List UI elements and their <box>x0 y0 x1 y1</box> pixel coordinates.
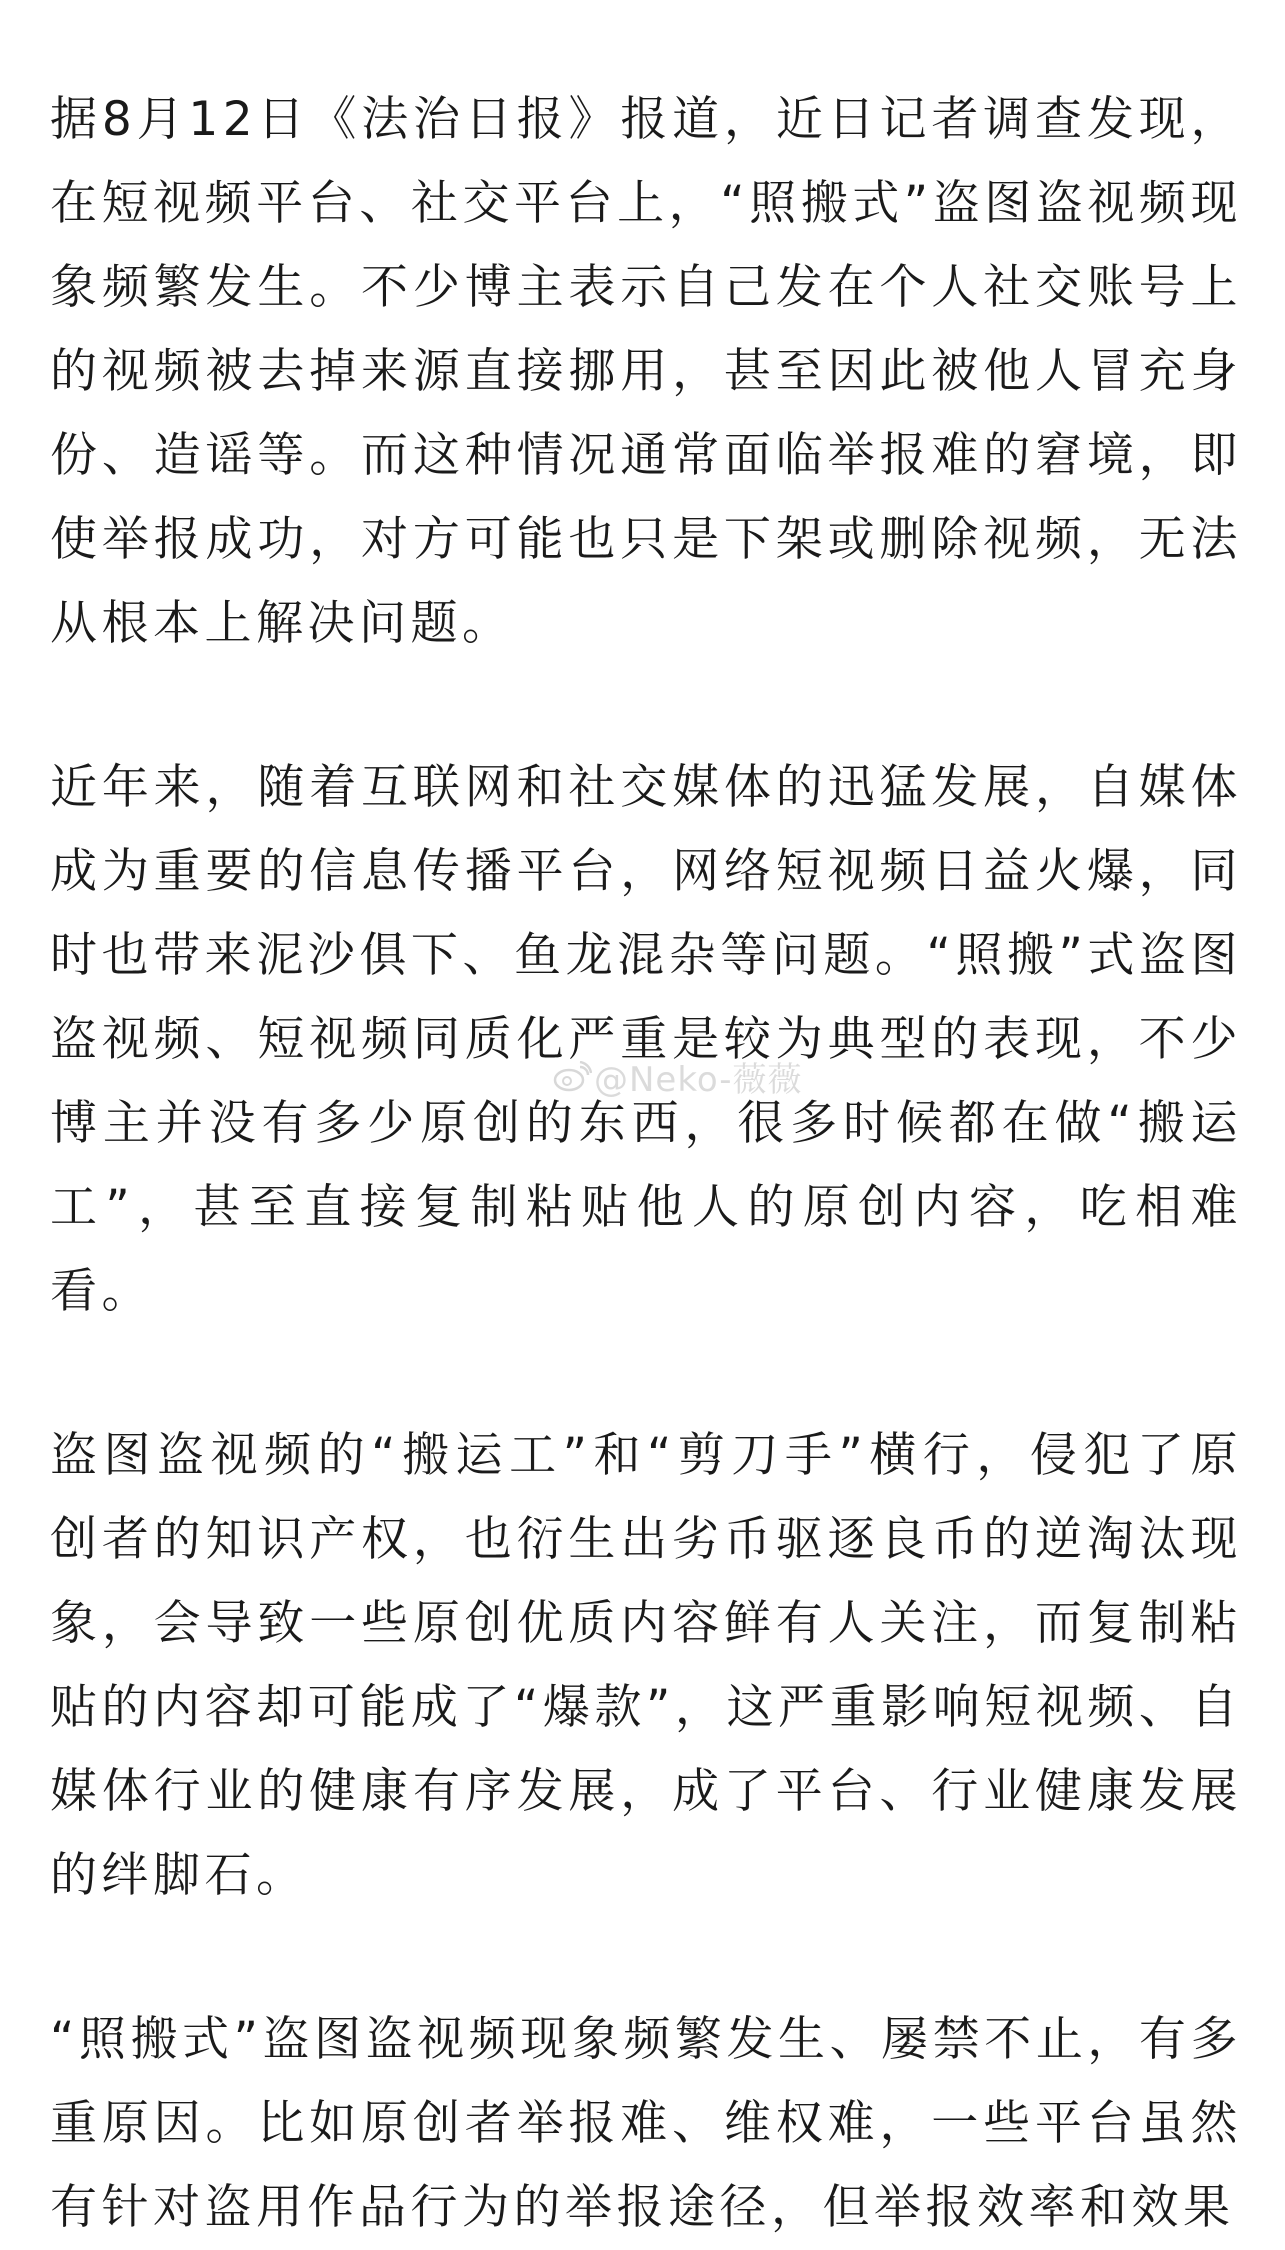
article-paragraph-3: 盗图盗视频的“搬运工”和“剪刀手”横行，侵犯了原创者的知识产权，也衍生出劣币驱逐良币的逆淘汰现象，会导致一些原创优质内容鲜有人关注，而复制粘贴的内容却可能成了“爆款”，这严重影响短视频、自媒体行业的健康有序发展，成了平台、行业健康发展的绊脚石。 <box>50 1428 1242 1903</box>
article-body <box>50 78 1242 2250</box>
watermark-text: @Neko-薇薇 <box>594 1060 803 1100</box>
weibo-logo-icon <box>552 1061 592 1102</box>
watermark <box>552 1052 803 1102</box>
article-paragraph-2: 近年来，随着互联网和社交媒体的迅猛发展，自媒体成为重要的信息传播平台，网络短视频日益火爆，同时也带来泥沙俱下、鱼龙混杂等问题。“照搬”式盗图盗视频、短视频同质化严重是较为典型的表现，不少博主并没有多少原创的东西，很多时候都在做“搬运工”，甚至直接复制粘贴他人的原创内容，吃相难看。 <box>50 760 1242 1319</box>
article-paragraph-1: 据8月12日《法治日报》报道，近日记者调查发现，在短视频平台、社交平台上，“照搬式”盗图盗视频现象频繁发生。不少博主表示自己发在个人社交账号上的视频被去掉来源直接挪用，甚至因此被他人冒充身份、造谣等。而这种情况通常面临举报难的窘境，即使举报成功，对方可能也只是下架或删除视频，无法从根本上解决问题。 <box>50 92 1242 651</box>
article-paragraph-4: “照搬式”盗图盗视频现象频繁发生、屡禁不止，有多重原因。比如原创者举报难、维权难，一些平台虽然有针对盗用作品行为的举报途径，但举报效率和效果 <box>50 2012 1242 2235</box>
